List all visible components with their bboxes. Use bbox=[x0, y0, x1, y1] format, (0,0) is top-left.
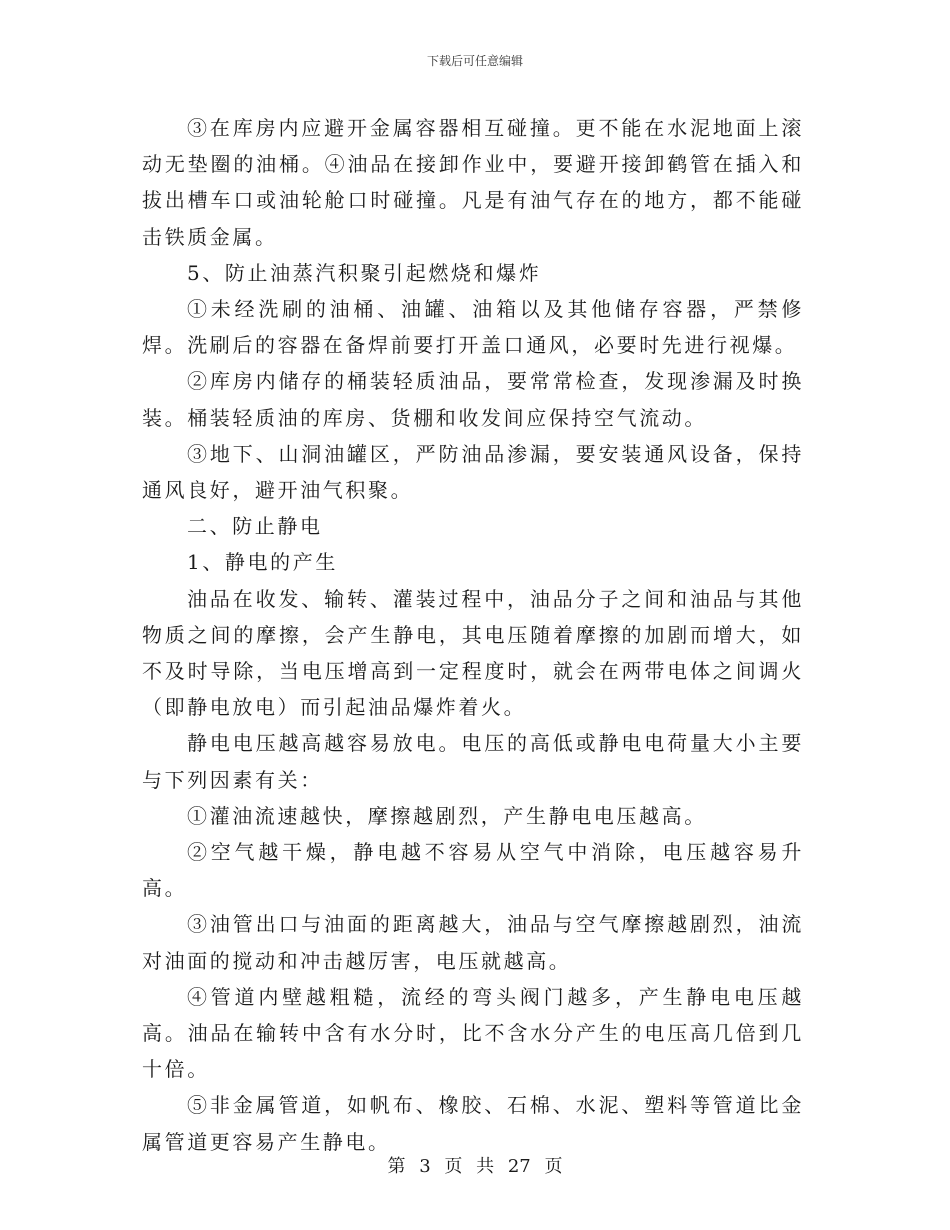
list-item: ①灌油流速越快，摩擦越剧烈，产生静电电压越高。 bbox=[187, 803, 707, 828]
page-footer: 第 3 页 共 27 页 bbox=[387, 1156, 563, 1177]
section-heading: 5、防止油蒸汽积聚引起燃烧和爆炸 bbox=[187, 260, 542, 285]
list-item: ③油管出口与油面的距离越大，油品与空气摩擦越剧烈，油流对油面的搅动和冲击越厉害，电压就越高。 bbox=[142, 912, 804, 973]
page-header: 下载后可任意编辑 bbox=[426, 54, 523, 68]
paragraph: 油品在收发、输转、灌装过程中，油品分子之间和油品与其他物质之间的摩擦，会产生静电，其电压随着摩擦的加剧而增大，如不及时导除，当电压增高到一定程度时，就会在两带电体之间调火（即静电放电）而引起油品爆炸着火。 bbox=[142, 586, 804, 720]
list-item: ④管道内壁越粗糙，流经的弯头阀门越多，产生静电电压越高。油品在输转中含有水分时，比不含水分产生的电压高几倍到几十倍。 bbox=[142, 984, 804, 1082]
paragraph: ①未经洗刷的油桶、油罐、油箱以及其他储存容器，严禁修焊。洗刷后的容器在备焊前要打开盖口通风，必要时先进行视爆。 bbox=[142, 297, 804, 358]
subsection-heading: 1、静电的产生 bbox=[187, 550, 338, 575]
section-heading: 二、防止静电 bbox=[187, 514, 323, 539]
paragraph: ②库房内储存的桶装轻质油品，要常常检查，发现渗漏及时换装。桶装轻质油的库房、货棚和收发间应保持空气流动。 bbox=[142, 369, 804, 430]
list-item: ②空气越干燥，静电越不容易从空气中消除，电压越容易升高。 bbox=[142, 840, 804, 901]
paragraph: ③地下、山洞油罐区，严防油品渗漏，要安装通风设备，保持通风良好，避开油气积聚。 bbox=[142, 441, 804, 503]
paragraph: ③在库房内应避开金属容器相互碰撞。更不能在水泥地面上滚动无垫圈的油桶。④油品在接卸作业中，要避开接卸鹤管在插入和拔出槽车口或油轮舱口时碰撞。凡是有油气存在的地方，都不能碰击铁质金属。 bbox=[142, 116, 804, 249]
list-item: ⑤非金属管道，如帆布、橡胶、石棉、水泥、塑料等管道比金属管道更容易产生静电。 bbox=[142, 1093, 804, 1154]
paragraph: 静电电压越高越容易放电。电压的高低或静电电荷量大小主要与下列因素有关： bbox=[142, 731, 804, 792]
document-body bbox=[142, 110, 804, 1160]
